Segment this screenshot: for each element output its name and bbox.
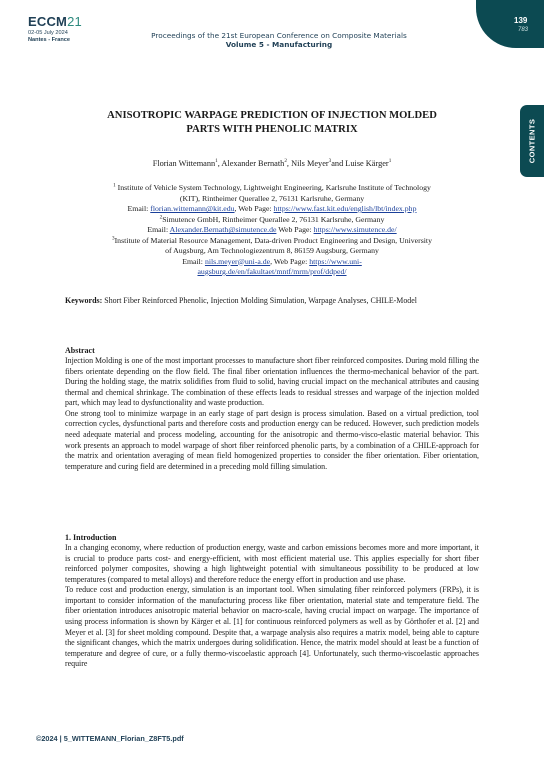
contents-tab-label: CONTENTS	[527, 118, 537, 164]
abstract-paragraph: Injection Molding is one of the most important processes to manufacture short fiber reinforced composites. During mold filling the fibers orientate depending on the flow field. The final fiber orientation influences the thermo-mechanical behavior of the part. During the holding stage, the matrix solidifies from fluid to solid, having crucial impact on the mechanical attributes and causing thermal and chemical shrinkage. The combination of these effects leads to residual stresses and warpage of the injection molded part, which may lead to dysfunctionality and waste production.	[65, 356, 479, 408]
abstract-body	[65, 356, 479, 472]
web-link[interactable]: https://www.simutence.de/	[313, 225, 397, 234]
logo-place: Nantes - France	[28, 37, 70, 43]
web-link[interactable]: https://www.uni-	[309, 256, 362, 266]
author-list: Florian Wittemann$^1$, Alexander Bernath$^2$, Nils Meyer$^3$and Luise Kärger$^1$	[152, 158, 392, 168]
section-heading: 1. Introduction	[65, 533, 117, 542]
email-link[interactable]: nils.meyer@uni-a.de	[204, 256, 271, 266]
web-link[interactable]: augsburg.de/en/fakultaet/mntf/mrm/prof/ddped/	[197, 267, 347, 276]
keywords-label: Keywords:	[65, 296, 103, 305]
volume-title: Volume 5 - Manufacturing	[225, 40, 333, 49]
intro-paragraph: To reduce cost and production energy, simulation is an important tool. When simulating fiber reinforced polymers (FRPs), it is important to consider information of the manufacturing process like fiber orientation, material state and temperature field. The fiber orientation introduces anisotropic material behavior on macro-scale, having crucial impact on warpage. The importance of using process information is shown by Kärger et al. [1] for continuous reinforced polymers as well as by Görthofer et al. [2] and Meyer et al. [3] for sheet molding compound. Despite that, a warpage analysis also requires a matrix model, being able to capture the significant changes, which the matrix undergoes during solidification. Hence, the matrix model should at least be a function of temperature and degree of cure, or a fully thermo-viscoelastic approach [4]. Unfortunately, such thermo-viscoelastic approaches require	[65, 585, 479, 669]
abstract-paragraph: One strong tool to minimize warpage in an early stage of part design is process simulation. Based on a virtual prediction, tool correction cycles, dysfunctional parts and therefore costs and production energy can be reduced. However, such prediction models need adequate material and process modeling, accounting for the anisotropic and thermo-visco-elastic material behavior. This work presents an approach to model warpage of short fiber reinforced phenolic parts, by a combination of a CHILE-approach for the matrix and orientation averaging of mean field homogenized properties to consider the fiber orientation. Fiber orientation, temperature and curing field are determined in a preceding mold filling simulation.	[65, 408, 479, 471]
author-name: Luise Kärger	[345, 159, 389, 168]
intro-paragraph: In a changing economy, where reduction of production energy, waste and carbon emissions becomes more and more important, it is crucial to produce parts cost- and energy-efficient, with most efficient material use. This applies especially for short fiber reinforced polymer composites, showing a high lightweight potential with simultaneous possibility to be produced at low temperatures (compared to metal alloys) and therefore reduce the energy effort in production and use phase.	[65, 543, 479, 584]
affiliation-1: $^1$ Institute of Vehicle System Technology, Lightweight Engineering, Karlsruhe Institute of Technology (KIT), Rintheimer Querallee 2, 76131 Karlsruhe, Germany Email: florian.wittemann@kit.edu, Web Page: https://www.fast.kit.edu/english/lbt/index.php	[113, 182, 431, 213]
email-link[interactable]: florian.wittemann@kit.edu	[150, 204, 235, 213]
page-footer: ©2024 | 5_WITTEMANN_Florian_Z8FT5.pdf	[36, 734, 184, 743]
author-name: Nils Meyer	[291, 159, 329, 168]
running-header	[110, 31, 448, 49]
keywords-text: Short Fiber Reinforced Phenolic, Injection Molding Simulation, Warpage Analyses, CHILE-Model	[102, 296, 417, 305]
introduction-body	[65, 543, 479, 670]
contents-tab[interactable]	[520, 105, 544, 177]
page-number: 139	[514, 16, 528, 25]
affiliations	[65, 183, 479, 278]
page-number-total: 783	[518, 27, 529, 33]
web-link[interactable]: https://www.fast.kit.edu/english/lbt/index.php	[273, 204, 417, 213]
keywords	[65, 296, 479, 307]
proceedings-title: Proceedings of the 21st European Conference on Composite Materials	[151, 31, 407, 40]
logo-dates: 02-05 July 2024	[28, 30, 68, 36]
logo-mark: ECCM21	[28, 14, 82, 29]
author-name: Florian Wittemann	[152, 159, 216, 168]
abstract-heading: Abstract	[65, 346, 95, 355]
paper-title: ANISOTROPIC WARPAGE PREDICTION OF INJECTION MOLDED PARTS WITH PHENOLIC MATRIX	[107, 110, 437, 135]
author-name: Alexander Bernath	[221, 159, 285, 168]
conference-logo	[28, 15, 82, 44]
affiliation-3: $^3$Institute of Material Resource Management, Data-driven Product Engineering and Design, University of Augsburg, Am Technologiezentrum 8, 86159 Augsburg, Germany Email: nils.meyer@uni-a.de, Web Page: https://www.uni- augsburg.de/en/fakultaet/mntf/mrm/prof/ddped/	[111, 234, 432, 276]
page-number-badge	[476, 0, 544, 48]
email-link[interactable]: Alexander.Bernath@simutence.de	[169, 225, 277, 234]
affiliation-2: $^2$Simutence GmbH, Rintheimer Querallee 2, 76131 Karlsruhe, Germany Email: Alexander.Bernath@simutence.de Web Page: https://www.simutence.de/	[147, 213, 397, 234]
